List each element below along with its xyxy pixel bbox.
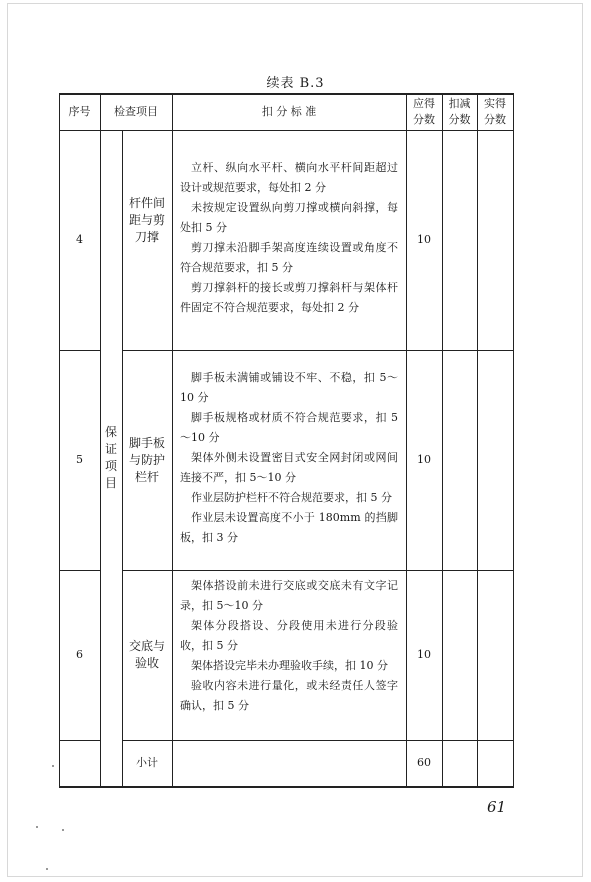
row-item-line: 刀撑 (134, 229, 159, 244)
header-item: 检查项目 (114, 104, 158, 118)
table-bottom-border (59, 786, 514, 788)
criteria-line: 架体搭设完毕未办理验收手续，扣 10 分 (191, 659, 388, 672)
row-item-line: 距与剪 (128, 212, 165, 227)
row-item-line: 杆件间 (128, 195, 165, 210)
column-rule (477, 93, 478, 787)
criteria-line: 剪刀撑未沿脚手架高度连续设置或角度不符合规范要求，扣 5 分 (180, 241, 398, 274)
row-full-score: 10 (417, 453, 431, 466)
row-divider (59, 740, 100, 741)
header-full-score (406, 93, 442, 130)
criteria-line: 作业层未设置高度不小于 180mm 的挡脚板，扣 3 分 (180, 511, 398, 544)
category-char: 目 (104, 476, 117, 490)
criteria-line: 作业层防护栏杆不符合规范要求，扣 5 分 (191, 491, 392, 504)
row-full-score: 10 (417, 648, 431, 661)
header-no: 序号 (68, 104, 91, 118)
category-char: 证 (104, 442, 117, 456)
category-label (100, 130, 122, 786)
header-deduct-score-line: 扣减 (448, 96, 471, 110)
row-full-score: 10 (417, 233, 431, 246)
row-number: 4 (76, 233, 83, 246)
criteria-line: 未按规定设置纵向剪刀撑或横向斜撑，每处扣 5 分 (180, 201, 398, 234)
subtotal-score: 60 (417, 756, 431, 769)
header-actual-score (477, 93, 513, 130)
row-number: 5 (76, 453, 83, 466)
header-full-score-line: 分数 (413, 112, 435, 126)
row-item (122, 130, 172, 310)
row-item (122, 570, 172, 740)
category-char: 项 (104, 459, 117, 473)
criteria-line: 脚手板规格或材质不符合规范要求，扣 5～10 分 (180, 411, 398, 444)
scan-speck (36, 826, 38, 828)
criteria-line: 立杆、纵向水平杆、横向水平杆间距超过设计或规范要求，每处扣 2 分 (180, 161, 398, 194)
column-rule (172, 93, 173, 787)
row-criteria (180, 576, 398, 716)
row-criteria (180, 368, 398, 548)
criteria-line: 架体外侧未设置密目式安全网封闭或网间连接不严，扣 5～10 分 (180, 451, 398, 484)
scan-speck (46, 868, 48, 870)
criteria-line: 验收内容未进行量化，或未经责任人签字确认，扣 5 分 (180, 679, 398, 712)
row-number: 6 (76, 648, 83, 661)
column-rule (442, 93, 443, 787)
page-number: 61 (487, 798, 507, 816)
table-title: 续表 B.3 (266, 76, 325, 91)
criteria-line: 剪刀撑斜杆的接长或剪刀撑斜杆与架体杆件固定不符合规范要求，每处扣 2 分 (180, 281, 398, 314)
scan-speck (62, 829, 64, 831)
scan-speck (52, 765, 54, 767)
row-item-line: 脚手板 (128, 435, 165, 450)
category-char: 保 (104, 425, 117, 439)
row-criteria (180, 158, 398, 318)
row-item-line: 栏杆 (134, 469, 159, 484)
criteria-line: 架体搭设前未进行交底或交底未有文字记录，扣 5～10 分 (180, 579, 398, 612)
header-criteria: 扣 分 标 准 (261, 104, 317, 118)
subtotal-label: 小计 (136, 756, 158, 769)
criteria-line: 脚手板未满铺或铺设不牢、不稳，扣 5～10 分 (180, 371, 398, 404)
row-item-line: 与防护 (128, 452, 165, 467)
row-divider (122, 740, 514, 741)
header-actual-score-line: 分数 (484, 112, 506, 126)
header-actual-score-line: 实得 (484, 96, 506, 110)
row-divider (122, 570, 514, 571)
header-full-score-line: 应得 (413, 96, 435, 110)
criteria-line: 架体分段搭设、分段使用未进行分段验收，扣 5 分 (180, 619, 398, 652)
row-divider (122, 350, 514, 351)
header-deduct-score (442, 93, 477, 130)
table-right-border (513, 93, 514, 787)
header-deduct-score-line: 分数 (448, 112, 471, 126)
row-item (122, 350, 172, 570)
row-item-line: 验收 (134, 656, 159, 670)
row-item-line: 交底与 (128, 639, 165, 653)
